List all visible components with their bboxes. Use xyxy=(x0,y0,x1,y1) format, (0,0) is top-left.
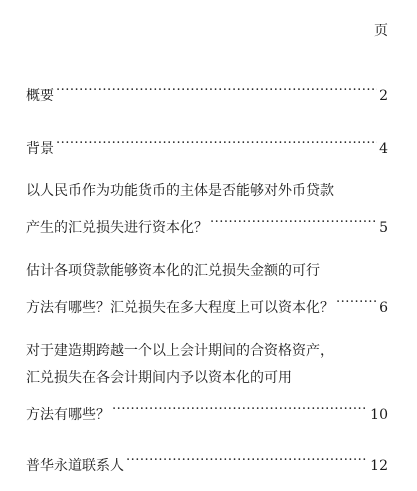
toc-entry-pwc-contacts[interactable] xyxy=(26,443,388,474)
toc-entry-title: 背景 xyxy=(26,141,54,157)
toc-page-number: 6 xyxy=(379,300,388,316)
toc-entry-title-line: 汇兑损失在各会计期间内予以资本化的可用 xyxy=(26,370,292,386)
toc-dot-leader xyxy=(336,285,377,312)
toc-entry-estimation-methods[interactable] xyxy=(26,258,388,316)
toc-entry-title-line: 产生的汇兑损失进行资本化？ xyxy=(26,220,208,236)
toc-page-number: 10 xyxy=(370,407,388,423)
toc-entry-title-line: 方法有哪些？汇兑损失在多大程度上可以资本化？ xyxy=(26,300,334,316)
toc-entry-title: 概要 xyxy=(26,88,54,104)
toc-dot-leader xyxy=(56,126,377,153)
toc-entry-title-line: 估计各项贷款能够资本化的汇兑损失金额的可行 xyxy=(26,263,320,279)
toc-entry-background[interactable] xyxy=(26,126,388,157)
toc-entry-summary[interactable] xyxy=(26,73,388,104)
toc-page-number: 4 xyxy=(379,141,388,157)
toc-page-number: 5 xyxy=(379,220,388,236)
toc-dot-leader xyxy=(112,392,368,419)
toc-dot-leader xyxy=(210,205,377,232)
toc-page-number: 2 xyxy=(379,88,388,104)
toc-dot-leader xyxy=(56,73,377,100)
toc-entry-multi-period-methods[interactable] xyxy=(26,338,388,423)
toc-page-number: 12 xyxy=(370,458,388,474)
page-column-header: 页 xyxy=(374,23,388,39)
toc-dot-leader xyxy=(126,443,368,470)
toc-entry-title: 普华永道联系人 xyxy=(26,458,124,474)
toc-entry-title-line: 方法有哪些？ xyxy=(26,407,110,423)
toc-entry-rmb-capitalization[interactable] xyxy=(26,178,388,236)
toc-entry-title-line: 对于建造期跨越一个以上会计期间的合资格资产， xyxy=(26,343,334,359)
toc-entry-title-line: 以人民币作为功能货币的主体是否能够对外币贷款 xyxy=(26,183,334,199)
